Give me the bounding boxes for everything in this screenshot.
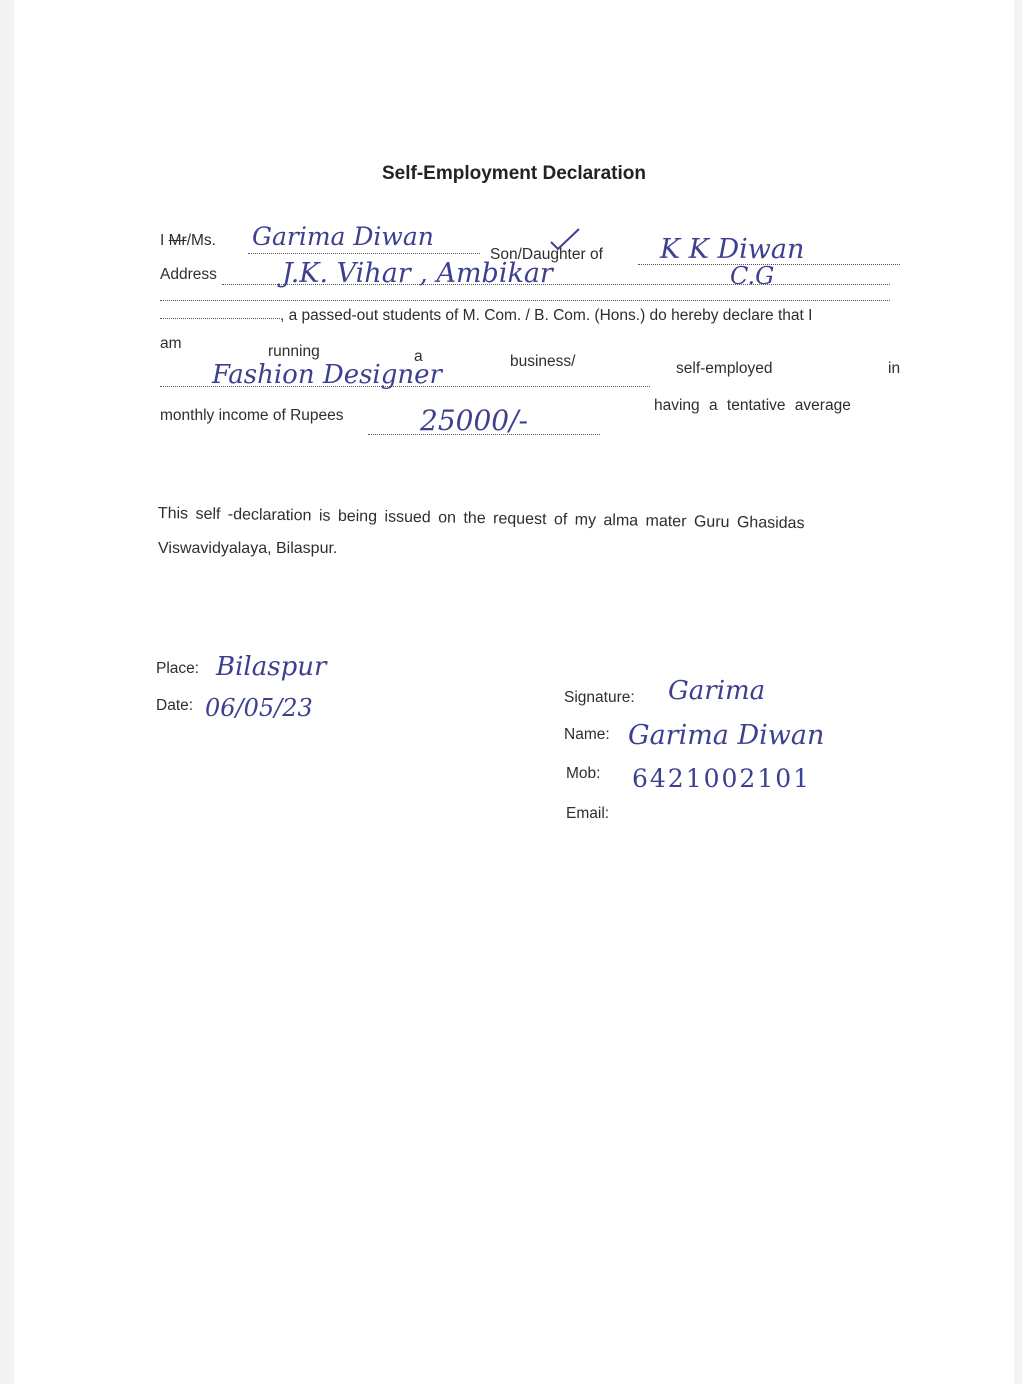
ms-label: /Ms. <box>186 232 216 249</box>
state-handwritten: C.G <box>730 262 775 290</box>
signature-label: Signature: <box>564 689 635 706</box>
email-label: Email: <box>566 805 610 822</box>
income-handwritten: 25000/- <box>420 404 528 437</box>
name-label: Name: <box>564 726 610 743</box>
date-label: Date: <box>156 697 194 714</box>
signer-name-handwritten: Garima Diwan <box>628 720 825 751</box>
signature-handwritten: Garima <box>668 676 766 706</box>
name-handwritten: Garima Diwan <box>252 222 434 251</box>
name-dotted-line <box>248 253 480 254</box>
paragraph-line2: Viswavidyalaya, Bilaspur. <box>158 540 338 557</box>
mr-struck: Mr <box>168 232 187 249</box>
place-label: Place: <box>156 660 200 677</box>
tentative-average-text: having a tentative average <box>654 397 851 414</box>
date-handwritten: 06/05/23 <box>205 694 313 722</box>
pronoun-i: I <box>160 232 165 249</box>
word-self-employed: self-employed <box>676 360 773 377</box>
word-a: a <box>414 348 423 365</box>
address-second-dotted-line <box>160 300 890 301</box>
line1-prefix <box>160 232 216 250</box>
line3-dotted-lead <box>160 318 280 319</box>
profession-handwritten: Fashion Designer <box>212 360 442 390</box>
paragraph-line1: This self -declaration is being issued on the request of my alma mater Guru Ghasidas <box>157 505 805 533</box>
check-tick-icon <box>548 226 582 252</box>
word-in: in <box>888 360 901 377</box>
monthly-income-label: monthly income of Rupees <box>160 407 344 424</box>
word-am: am <box>160 335 182 352</box>
mobile-handwritten: 6421002101 <box>632 764 812 793</box>
declaration-page <box>14 0 1014 1384</box>
word-business: business/ <box>510 353 576 370</box>
place-handwritten: Bilaspur <box>216 652 327 682</box>
word-running: running <box>268 343 320 360</box>
mobile-label: Mob: <box>566 765 601 782</box>
father-name-handwritten: K K Diwan <box>660 234 805 265</box>
declaration-line3: , a passed-out students of M. Com. / B. Com. (Hons.) do hereby declare that I <box>280 307 813 324</box>
son-daughter-label: Son/Daughter of <box>490 246 603 263</box>
address-label: Address <box>160 266 217 283</box>
address-handwritten: J.K. Vihar , Ambikar <box>282 258 553 289</box>
document-title: Self-Employment Declaration <box>382 163 646 184</box>
